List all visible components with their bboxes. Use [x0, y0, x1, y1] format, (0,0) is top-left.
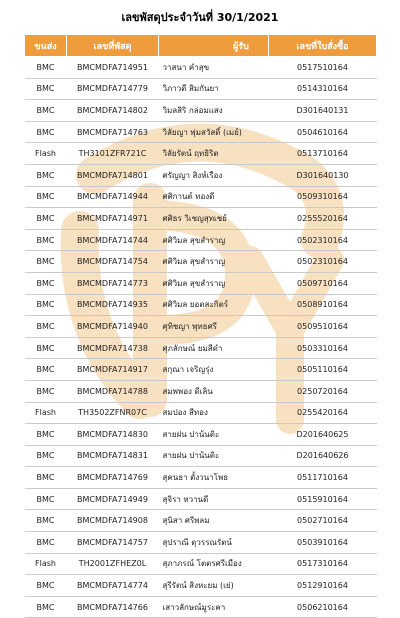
table-row: [25, 424, 377, 446]
parcel-table: [24, 34, 377, 618]
table-row: [25, 596, 377, 618]
table-row: [25, 186, 377, 208]
recipient-cell: ศุทิชญา พุทธศรี: [159, 316, 269, 338]
order-cell: 0509510164: [269, 316, 377, 338]
order-cell: 0509710164: [269, 272, 377, 294]
recipient-cell: สกุณา เจริญรุ่ง: [159, 359, 269, 381]
order-cell: 0515910164: [269, 488, 377, 510]
recipient-cell: สายฝน ปาน้นติะ: [159, 424, 269, 446]
tracking-cell: BMCMDFA714754: [67, 251, 159, 273]
column-header-recipient: ผู้รับ: [159, 35, 269, 57]
recipient-cell: ศศิวิมล ยอดสะกิตร์: [159, 294, 269, 316]
recipient-cell: ศศิธร วิเชญสุทเชย์: [159, 208, 269, 230]
tracking-cell: BMCMDFA714971: [67, 208, 159, 230]
table-row: [25, 402, 377, 424]
order-cell: 0503910164: [269, 532, 377, 554]
table-row: [25, 57, 377, 79]
tracking-cell: BMCMDFA714757: [67, 532, 159, 554]
recipient-cell: สุปราณี ดุวรรณรัตน์: [159, 532, 269, 554]
table-row: [25, 532, 377, 554]
table-row: [25, 510, 377, 532]
recipient-cell: วิลัยญา พุ่มสวัสดิ์ (เมย์): [159, 121, 269, 143]
recipient-cell: สมพพอง ดีเลิน: [159, 380, 269, 402]
tracking-cell: BMCMDFA714769: [67, 467, 159, 489]
order-cell: 0506210164: [269, 596, 377, 618]
table-body: [25, 57, 377, 618]
table-row: [25, 294, 377, 316]
tracking-cell: BMCMDFA714951: [67, 57, 159, 79]
carrier-cell: BMC: [25, 467, 67, 489]
recipient-cell: วิมลสิริ กล่อมแสง: [159, 100, 269, 122]
table-row: [25, 553, 377, 575]
order-cell: D301640130: [269, 164, 377, 186]
order-cell: 0514310164: [269, 78, 377, 100]
table-row: [25, 121, 377, 143]
column-header-tracking: เลขที่พัสดุ: [67, 35, 159, 57]
tracking-cell: BMCMDFA714773: [67, 272, 159, 294]
table-row: [25, 143, 377, 165]
table-row: [25, 164, 377, 186]
carrier-cell: BMC: [25, 316, 67, 338]
carrier-cell: BMC: [25, 359, 67, 381]
order-cell: 0250720164: [269, 380, 377, 402]
carrier-cell: BMC: [25, 229, 67, 251]
order-cell: 0502310164: [269, 251, 377, 273]
tracking-cell: BMCMDFA714802: [67, 100, 159, 122]
recipient-cell: ศศิกานต์ ทองดี: [159, 186, 269, 208]
recipient-cell: สุคนธา ตั้งวนาโพธ: [159, 467, 269, 489]
table-row: [25, 445, 377, 467]
tracking-cell: TH3502ZFNR07C: [67, 402, 159, 424]
order-cell: 0511710164: [269, 467, 377, 489]
tracking-cell: BMCMDFA714744: [67, 229, 159, 251]
tracking-cell: BMCMDFA714774: [67, 575, 159, 597]
recipient-cell: ศรัญญา สิงห์เรือง: [159, 164, 269, 186]
carrier-cell: BMC: [25, 121, 67, 143]
carrier-cell: BMC: [25, 488, 67, 510]
tracking-cell: BMCMDFA714944: [67, 186, 159, 208]
order-cell: 0255520164: [269, 208, 377, 230]
recipient-cell: ศศิวิมล สุขสำราญ: [159, 229, 269, 251]
order-cell: 0255420164: [269, 402, 377, 424]
carrier-cell: BMC: [25, 510, 67, 532]
tracking-cell: BMCMDFA714908: [67, 510, 159, 532]
carrier-cell: BMC: [25, 57, 67, 79]
order-cell: 0504610164: [269, 121, 377, 143]
carrier-cell: BMC: [25, 251, 67, 273]
carrier-cell: BMC: [25, 445, 67, 467]
carrier-cell: BMC: [25, 575, 67, 597]
table-row: [25, 208, 377, 230]
recipient-cell: สุจิรา หวานดี: [159, 488, 269, 510]
carrier-cell: Flash: [25, 143, 67, 165]
tracking-cell: BMCMDFA714917: [67, 359, 159, 381]
carrier-cell: BMC: [25, 294, 67, 316]
order-cell: D301640131: [269, 100, 377, 122]
recipient-cell: ศุภลักษณ์ ยมสีดำ: [159, 337, 269, 359]
order-cell: 0503310164: [269, 337, 377, 359]
carrier-cell: BMC: [25, 532, 67, 554]
tracking-cell: BMCMDFA714831: [67, 445, 159, 467]
tracking-cell: BMCMDFA714801: [67, 164, 159, 186]
table-row: [25, 359, 377, 381]
recipient-cell: สุภาภรณ์ โตตรศรีเมือง: [159, 553, 269, 575]
table-row: [25, 100, 377, 122]
order-cell: D201640625: [269, 424, 377, 446]
table-row: [25, 229, 377, 251]
table-row: [25, 380, 377, 402]
carrier-cell: BMC: [25, 424, 67, 446]
order-cell: 0517510164: [269, 57, 377, 79]
page-title: เลขพัสดุประจำวันที่ 30/1/2021: [121, 11, 279, 24]
order-cell: 0505110164: [269, 359, 377, 381]
order-cell: 0508910164: [269, 294, 377, 316]
table-row: [25, 575, 377, 597]
table-row: [25, 251, 377, 273]
carrier-cell: BMC: [25, 186, 67, 208]
order-cell: 0502710164: [269, 510, 377, 532]
table-row: [25, 337, 377, 359]
order-cell: D201640626: [269, 445, 377, 467]
carrier-cell: Flash: [25, 402, 67, 424]
carrier-cell: BMC: [25, 208, 67, 230]
order-cell: 0512910164: [269, 575, 377, 597]
recipient-cell: วาสนา คำสุข: [159, 57, 269, 79]
recipient-cell: ศศิวิมล สุขสำราญ: [159, 251, 269, 273]
recipient-cell: ศศิวิมล สุขสำราญ: [159, 272, 269, 294]
column-header-carrier: ขนส่ง: [25, 35, 67, 57]
tracking-cell: TH3101ZFR721C: [67, 143, 159, 165]
recipient-cell: เสาวลักษณ์มูระคา: [159, 596, 269, 618]
tracking-cell: BMCMDFA714766: [67, 596, 159, 618]
recipient-cell: วิภาวดี สิมกันยา: [159, 78, 269, 100]
recipient-cell: สุรีรัตน์ สิงหะยม (เย่): [159, 575, 269, 597]
tracking-cell: BMCMDFA714949: [67, 488, 159, 510]
carrier-cell: BMC: [25, 164, 67, 186]
table-row: [25, 78, 377, 100]
table-row: [25, 272, 377, 294]
order-cell: 0517310164: [269, 553, 377, 575]
recipient-cell: สายฝน ปาน้นติะ: [159, 445, 269, 467]
tracking-cell: BMCMDFA714830: [67, 424, 159, 446]
order-cell: 0513710164: [269, 143, 377, 165]
recipient-cell: สมปอง สีทอง: [159, 402, 269, 424]
tracking-cell: BMCMDFA714935: [67, 294, 159, 316]
order-cell: 0502310164: [269, 229, 377, 251]
recipient-cell: สุนิสา ศรีพลม: [159, 510, 269, 532]
carrier-cell: Flash: [25, 553, 67, 575]
table-header: [25, 35, 377, 57]
tracking-cell: BMCMDFA714779: [67, 78, 159, 100]
table-row: [25, 316, 377, 338]
carrier-cell: BMC: [25, 272, 67, 294]
tracking-cell: TH2001ZFHEZ0L: [67, 553, 159, 575]
carrier-cell: BMC: [25, 337, 67, 359]
tracking-cell: BMCMDFA714940: [67, 316, 159, 338]
carrier-cell: BMC: [25, 596, 67, 618]
carrier-cell: BMC: [25, 78, 67, 100]
tracking-cell: BMCMDFA714738: [67, 337, 159, 359]
table-row: [25, 488, 377, 510]
tracking-cell: BMCMDFA714763: [67, 121, 159, 143]
recipient-cell: วิลัยรัตน์ ฤทธิริต: [159, 143, 269, 165]
order-cell: 0509310164: [269, 186, 377, 208]
table-row: [25, 467, 377, 489]
column-header-order: เลขที่ใบสั่งซื้อ: [269, 35, 377, 57]
tracking-cell: BMCMDFA714788: [67, 380, 159, 402]
carrier-cell: BMC: [25, 380, 67, 402]
carrier-cell: BMC: [25, 100, 67, 122]
